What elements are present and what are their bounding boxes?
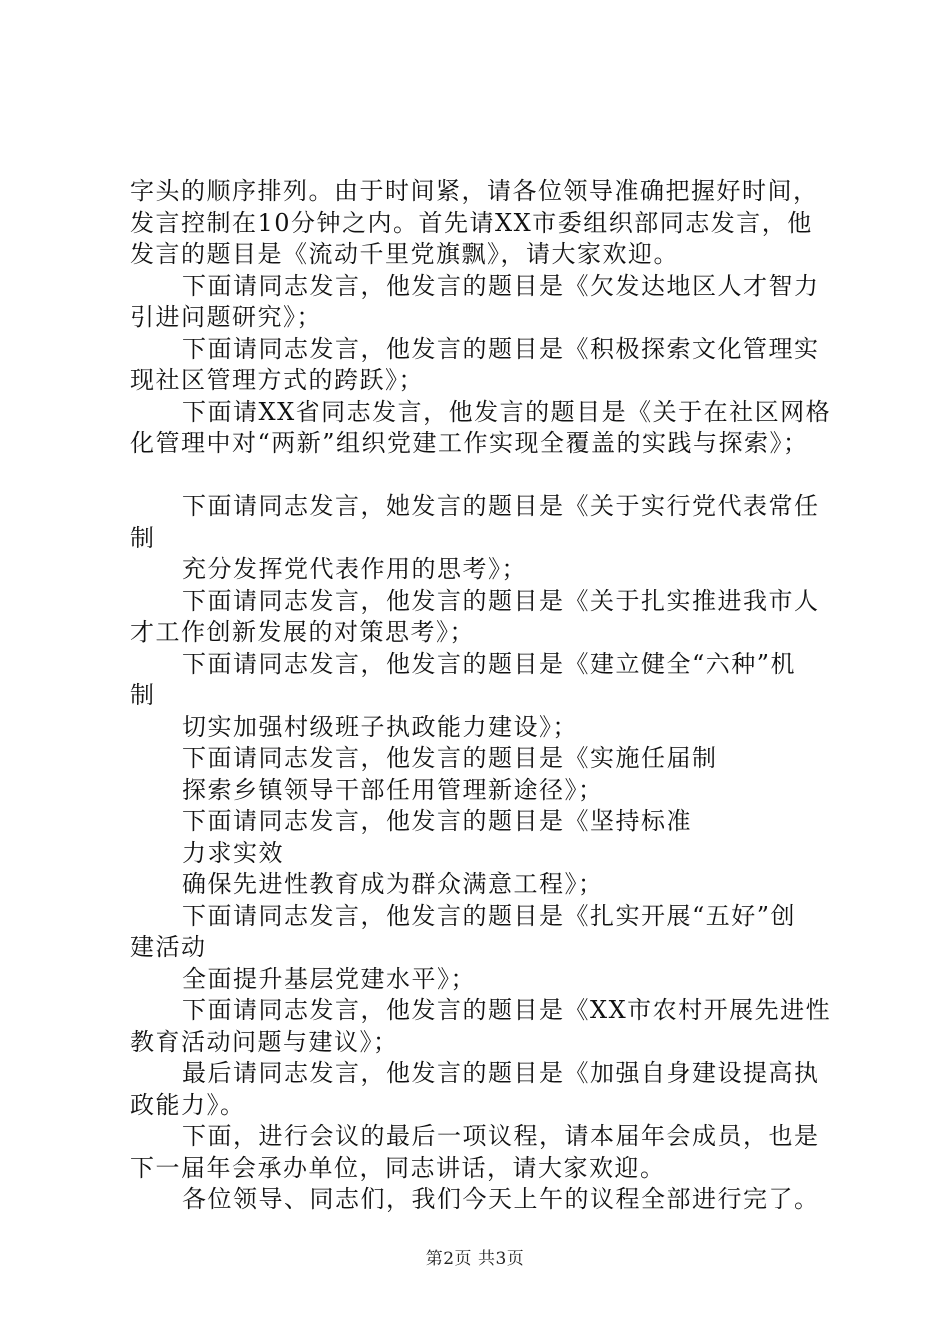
text-line: 发言控制在10分钟之内。首先请XX市委组织部同志发言，他	[130, 208, 813, 237]
text-line: 下面请同志发言，她发言的题目是《关于实行党代表常任	[182, 492, 820, 520]
text-line: 下面请同志发言，他发言的题目是《XX市农村开展先进性	[182, 996, 832, 1024]
text-line: 切实加强村级班子执政能力建设》；	[182, 712, 578, 741]
text-line: 确保先进性教育成为群众满意工程》；	[182, 870, 604, 898]
text-line: 制	[130, 523, 156, 552]
text-line: 全面提升基层党建水平》；	[182, 964, 476, 993]
text-line: 探索乡镇领导干部任用管理新途径》；	[182, 775, 604, 804]
text-line: 最后请同志发言，他发言的题目是《加强自身建设提高执	[182, 1059, 820, 1087]
blank-line	[130, 460, 850, 492]
document-body	[130, 176, 850, 1216]
text-line: 各位领导、同志们，我们今天上午的议程全部进行完了。	[182, 1185, 820, 1213]
text-line: 发言的题目是《流动千里党旗飘》，请大家欢迎。	[130, 240, 679, 268]
text-line: 下面请同志发言，他发言的题目是《关于扎实推进我市人	[182, 586, 820, 615]
text-line: 下面请同志发言，他发言的题目是《实施任届制	[182, 744, 718, 772]
page-footer: 第2页 共3页	[425, 1249, 525, 1269]
text-line: 下面请同志发言，他发言的题目是《坚持标准	[182, 807, 692, 835]
text-line: 充分发挥党代表作用的思考》；	[182, 555, 527, 583]
text-line: 力求实效	[182, 838, 284, 867]
text-line: 才工作创新发展的对策思考》；	[130, 618, 475, 646]
text-line: 引进问题研究》；	[130, 303, 322, 331]
text-line: 政能力》。	[130, 1090, 246, 1119]
text-line: 下面请同志发言，他发言的题目是《欠发达地区人才智力	[182, 271, 820, 300]
text-line: 下面请同志发言，他发言的题目是《扎实开展“五好”创	[182, 901, 797, 930]
text-line: 下面请同志发言，他发言的题目是《建立健全“六种”机	[182, 649, 797, 678]
text-line: 现社区管理方式的跨跃》；	[130, 366, 424, 394]
text-line: 教育活动问题与建议》；	[130, 1027, 399, 1056]
text-line: 字头的顺序排列。由于时间紧，请各位领导准确把握好时间，	[130, 177, 819, 205]
text-line: 下面请同志发言，他发言的题目是《积极探索文化管理实	[182, 334, 820, 363]
text-line: 建活动	[130, 933, 207, 961]
text-line: 下面，进行会议的最后一项议程，请本届年会成员，也是	[182, 1122, 820, 1150]
text-line: 化管理中对“两新”组织党建工作实现全覆盖的实践与探索》；	[130, 429, 809, 457]
text-line: 制	[130, 681, 156, 709]
text-line: 下一届年会承办单位，同志讲话，请大家欢迎。	[130, 1153, 666, 1182]
text-line: 下面请XX省同志发言，他发言的题目是《关于在社区网格	[182, 397, 832, 426]
